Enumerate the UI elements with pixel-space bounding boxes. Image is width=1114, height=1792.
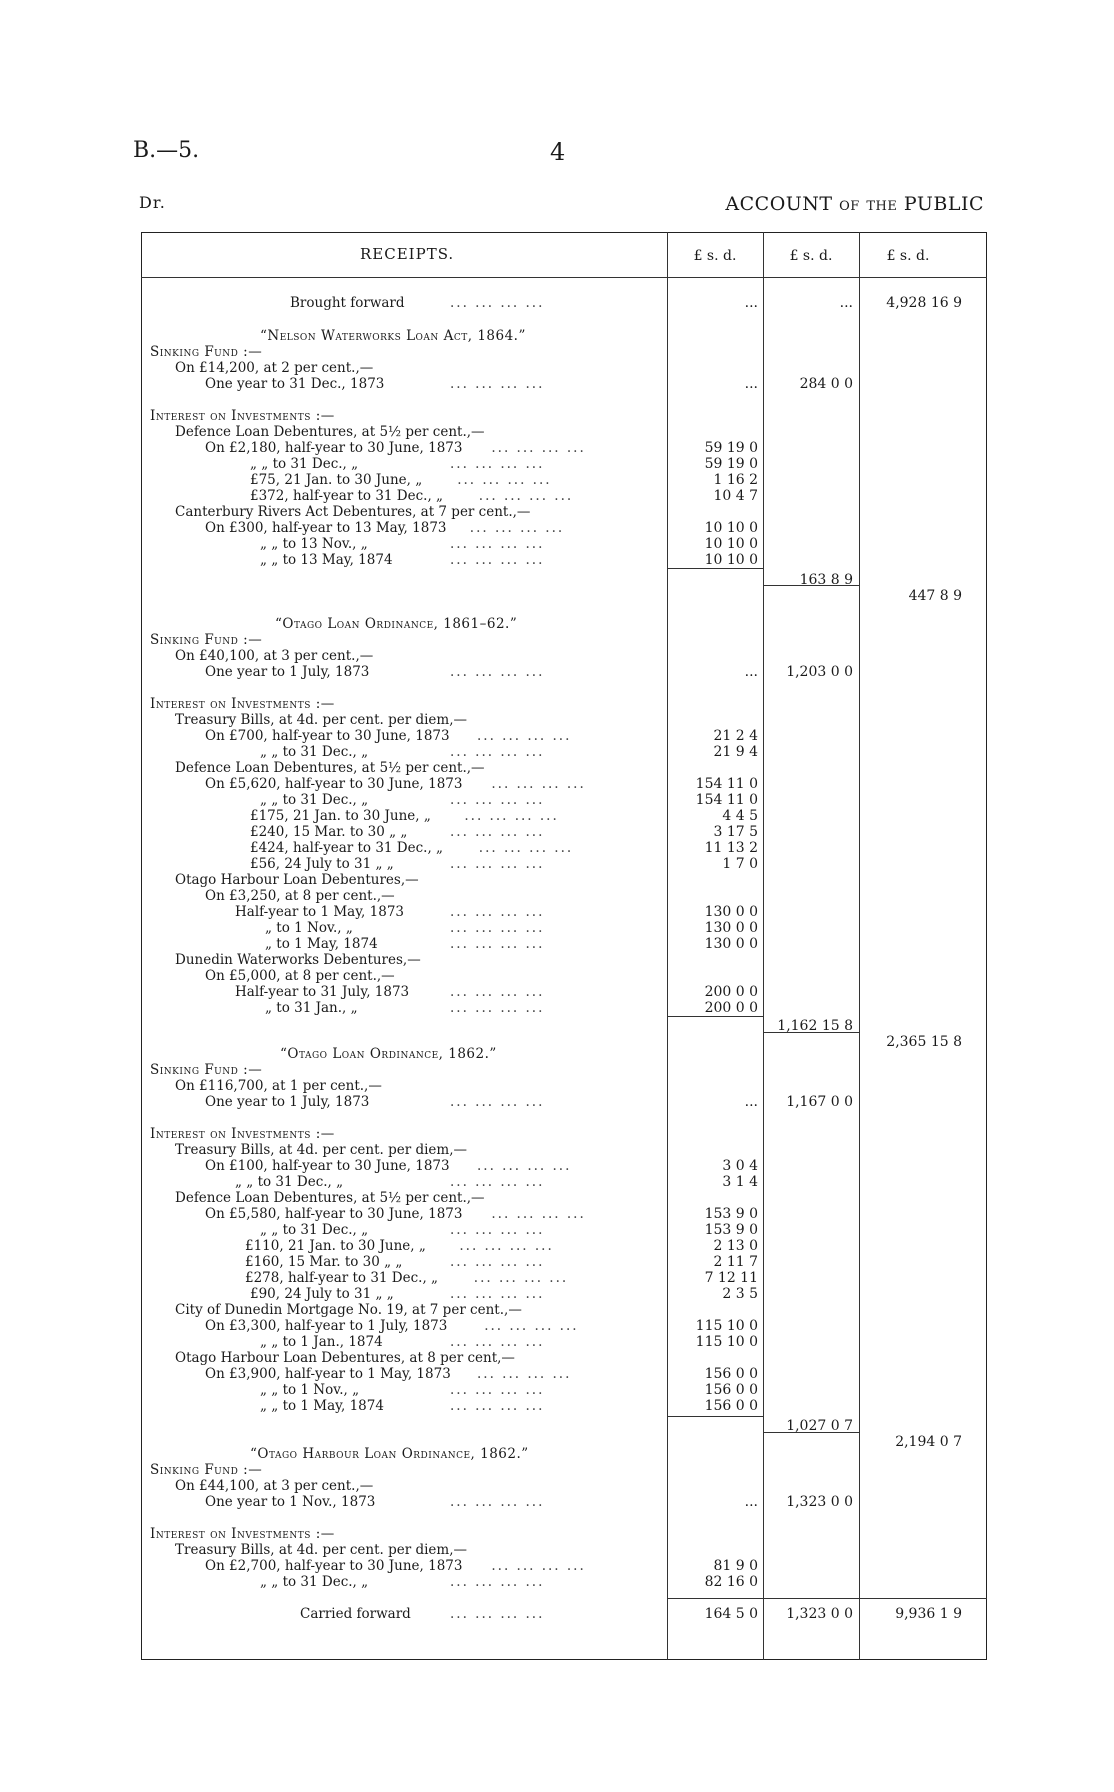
ledger-row-label: On £2,180, half-year to 30 June, 1873: [205, 440, 463, 456]
amount-col-1: 156 0 0: [704, 1366, 758, 1382]
ledger-row: [150, 1126, 980, 1142]
ledger-row-label: „ „ to 31 Dec., „: [235, 1174, 344, 1190]
ledger-row-label: Half-year to 31 July, 1873: [235, 984, 410, 1000]
amount-col-3: 447 8 9: [908, 588, 962, 604]
col-head-subtotals: £ s. d.: [789, 248, 833, 264]
ledger-row-label: On £700, half-year to 30 June, 1873: [205, 728, 450, 744]
amount-col-1: 156 0 0: [704, 1382, 758, 1398]
ledger-row-label: „ „ to 31 Dec., „: [250, 456, 359, 472]
ledger-row: [150, 1270, 980, 1286]
ledger-row-label: On £3,250, at 8 per cent.,—: [205, 888, 395, 904]
ledger-row: [150, 1574, 980, 1590]
amount-col-2: 1,167 0 0: [786, 1094, 853, 1110]
amount-col-1: 115 10 0: [695, 1318, 758, 1334]
ledger-row: [150, 1174, 980, 1190]
ledger-row-label: Sinking Fund :—: [150, 632, 263, 648]
ledger-row-label: £56, 24 July to 31 „ „: [250, 856, 394, 872]
amount-col-1: 3 0 4: [722, 1158, 758, 1174]
amount-col-1: 130 0 0: [704, 920, 758, 936]
leader-dots: ... ... ... ...: [450, 1494, 545, 1510]
document-ref: B.—5.: [133, 138, 200, 163]
ledger-row-label: „ „ to 31 Dec., „: [260, 744, 369, 760]
amount-col-1: ...: [744, 664, 758, 680]
ledger-row-label: Otago Harbour Loan Debentures, at 8 per cent,—: [175, 1350, 515, 1366]
ledger-row: [150, 440, 980, 456]
amount-col-1: 10 4 7: [713, 488, 758, 504]
ledger-row-label: On £14,200, at 2 per cent.,—: [175, 360, 374, 376]
ledger-row-label: „ „ to 1 Jan., 1874: [260, 1334, 383, 1350]
ledger-row-label: “Otago Loan Ordinance, 1861–62.”: [275, 616, 518, 632]
amount-col-1: 7 12 11: [704, 1270, 758, 1286]
ledger-row: [150, 824, 980, 840]
leader-dots: ... ... ... ...: [478, 840, 574, 856]
leader-dots: ... ... ... ...: [450, 856, 545, 872]
amount-col-1: 153 9 0: [704, 1206, 758, 1222]
leader-dots: ... ... ... ...: [450, 1606, 545, 1622]
ledger-row: [150, 1254, 980, 1270]
ledger-row: [150, 1078, 980, 1094]
leader-dots: ... ... ... ...: [450, 984, 545, 1000]
amount-col-1: 10 10 0: [704, 520, 758, 536]
amount-col-1: ...: [744, 376, 758, 392]
ledger-row: [150, 1350, 980, 1366]
ledger-row: [150, 1318, 980, 1334]
amount-col-1: 200 0 0: [704, 984, 758, 1000]
leader-dots: ... ... ... ...: [450, 1574, 545, 1590]
col-head-totals: £ s. d.: [886, 248, 930, 264]
ledger-row-label: On £44,100, at 3 per cent.,—: [175, 1478, 374, 1494]
ledger-row-label: £110, 21 Jan. to 30 June, „: [245, 1238, 426, 1254]
ledger-row-label: “Otago Harbour Loan Ordinance, 1862.”: [250, 1446, 529, 1462]
ledger-row-label: „ „ to 13 May, 1874: [260, 552, 393, 568]
amount-col-1: 4 4 5: [722, 808, 758, 824]
amount-col-1: 200 0 0: [704, 1000, 758, 1016]
ledger-row: [150, 472, 980, 488]
ledger-row: [150, 1222, 980, 1238]
amount-col-1: 2 3 5: [722, 1286, 758, 1302]
ledger-row: [150, 1478, 980, 1494]
ledger-row-label: £240, 15 Mar. to 30 „ „: [250, 824, 408, 840]
ledger-row: [150, 344, 980, 360]
ledger-row: [150, 424, 980, 440]
ledger-row: [150, 968, 980, 984]
ledger-row-label: One year to 1 July, 1873: [205, 1094, 370, 1110]
ledger-row: [150, 696, 980, 712]
ledger-row-label: Canterbury Rivers Act Debentures, at 7 per cent.,—: [175, 504, 531, 520]
leader-dots: ... ... ... ...: [477, 1158, 572, 1174]
amount-col-1: 154 11 0: [695, 776, 758, 792]
ledger-row-label: “Nelson Waterworks Loan Act, 1864.”: [260, 328, 526, 344]
ledger-row: [150, 552, 980, 568]
ledger-row-label: On £5,580, half-year to 30 June, 1873: [205, 1206, 463, 1222]
ledger-row-label: On £3,900, half-year to 1 May, 1873: [205, 1366, 451, 1382]
amount-col-1: 154 11 0: [695, 792, 758, 808]
ledger-row: [150, 1094, 980, 1110]
ledger-row-label: Otago Harbour Loan Debentures,—: [175, 872, 419, 888]
ledger-row: [150, 744, 980, 760]
leader-dots: ... ... ... ...: [450, 376, 545, 392]
ledger-row-label: £372, half-year to 31 Dec., „: [250, 488, 444, 504]
amount-col-1: 130 0 0: [704, 936, 758, 952]
ledger-row: [150, 520, 980, 536]
subtotal-rule: [667, 1416, 763, 1417]
amount-col-1: 115 10 0: [695, 1334, 758, 1350]
amount-col-1: 1 7 0: [722, 856, 758, 872]
ledger-row-label: £160, 15 Mar. to 30 „ „: [245, 1254, 403, 1270]
ledger-row-label: Defence Loan Debentures, at 5½ per cent.,—: [175, 760, 485, 776]
ledger-row: [150, 760, 980, 776]
ledger-row-label: Defence Loan Debentures, at 5½ per cent.,—: [175, 1190, 485, 1206]
ledger-row: [150, 1382, 980, 1398]
ledger-row-label: Interest on Investments :—: [150, 1526, 335, 1542]
ledger-row: [150, 1046, 980, 1062]
ledger-row-label: On £5,000, at 8 per cent.,—: [205, 968, 395, 984]
amount-col-2: 284 0 0: [799, 376, 853, 392]
ledger-row-label: One year to 31 Dec., 1873: [205, 376, 385, 392]
leader-dots: ... ... ... ...: [450, 1334, 545, 1350]
ledger-row-label: „ „ to 31 Dec., „: [260, 792, 369, 808]
ledger-row: [150, 616, 980, 632]
ledger-row-label: „ „ to 31 Dec., „: [260, 1574, 369, 1590]
amount-col-1: 59 19 0: [704, 456, 758, 472]
ledger-row-label: £424, half-year to 31 Dec., „: [250, 840, 444, 856]
subtotal-rule: [667, 1016, 763, 1017]
leader-dots: ... ... ... ...: [450, 1174, 545, 1190]
leader-dots: ... ... ... ...: [491, 1206, 586, 1222]
ledger-row-label: £278, half-year to 31 Dec., „: [245, 1270, 439, 1286]
ledger-row: [150, 1286, 980, 1302]
leader-dots: ... ... ... ...: [450, 824, 545, 840]
ledger-row-label: Treasury Bills, at 4d. per cent. per diem,—: [175, 712, 467, 728]
ledger-row: [150, 588, 980, 604]
amount-col-2: 1,027 0 7: [786, 1418, 853, 1434]
account-title: ACCOUNT of the PUBLIC: [725, 193, 984, 215]
leader-dots: ... ... ... ...: [450, 920, 545, 936]
leader-dots: ... ... ... ...: [450, 1398, 545, 1414]
ledger-row: [150, 1142, 980, 1158]
leader-dots: ... ... ... ...: [450, 1000, 545, 1016]
ledger-row: [150, 1558, 980, 1574]
ledger-row: [150, 984, 980, 1000]
ledger-row: [150, 536, 980, 552]
ledger-row: [150, 1494, 980, 1510]
ledger-row: [150, 792, 980, 808]
ledger-row: [150, 664, 980, 680]
ledger-row: [150, 1206, 980, 1222]
ledger-row-label: „ to 1 Nov., „: [265, 920, 353, 936]
amount-col-1: 130 0 0: [704, 904, 758, 920]
amount-col-1: 11 13 2: [704, 840, 758, 856]
leader-dots: ... ... ... ...: [450, 1286, 545, 1302]
amount-col-1: 81 9 0: [713, 1558, 758, 1574]
amount-col-2: 1,323 0 0: [786, 1606, 853, 1622]
ledger-row: [150, 408, 980, 424]
leader-dots: ... ... ... ...: [478, 488, 574, 504]
header-rule: [141, 277, 987, 278]
leader-dots: ... ... ... ...: [450, 792, 545, 808]
ledger-row: [150, 1606, 980, 1622]
ledger-row: [150, 776, 980, 792]
leader-dots: ... ... ... ...: [450, 1094, 545, 1110]
amount-col-1: 2 11 7: [713, 1254, 758, 1270]
leader-dots: ... ... ... ...: [450, 1222, 545, 1238]
amount-col-1: 2 13 0: [713, 1238, 758, 1254]
ledger-row: [150, 632, 980, 648]
ledger-row: [150, 488, 980, 504]
ledger-row-label: Sinking Fund :—: [150, 344, 263, 360]
ledger-row-label: On £3,300, half-year to 1 July, 1873: [205, 1318, 448, 1334]
ledger-row-label: „ to 1 May, 1874: [265, 936, 378, 952]
amount-col-1: 153 9 0: [704, 1222, 758, 1238]
ledger-row: [150, 1000, 980, 1016]
ledger-row-label: „ „ to 31 Dec., „: [260, 1222, 369, 1238]
carried-forward-rule: [667, 1598, 987, 1599]
leader-dots: ... ... ... ...: [450, 1382, 545, 1398]
ledger-row-label: Interest on Investments :—: [150, 408, 335, 424]
leader-dots: ... ... ... ...: [477, 728, 572, 744]
amount-col-2: 1,323 0 0: [786, 1494, 853, 1510]
ledger-row-label: „ to 31 Jan., „: [265, 1000, 358, 1016]
ledger-row-label: £75, 21 Jan. to 30 June, „: [250, 472, 423, 488]
amount-col-1: 3 1 4: [722, 1174, 758, 1190]
amount-col-1: 21 9 4: [713, 744, 758, 760]
leader-dots: ... ... ... ...: [450, 536, 545, 552]
leader-dots: ... ... ... ...: [477, 1366, 572, 1382]
ledger-row: [150, 648, 980, 664]
amount-col-2: ...: [839, 295, 853, 311]
ledger-row-label: Sinking Fund :—: [150, 1462, 263, 1478]
ledger-row-label: Dunedin Waterworks Debentures,—: [175, 952, 421, 968]
ledger-row: [150, 1158, 980, 1174]
leader-dots: ... ... ... ...: [491, 776, 586, 792]
ledger-row-label: Carried forward: [300, 1606, 411, 1622]
ledger-row: [150, 295, 980, 311]
leader-dots: ... ... ... ...: [450, 456, 545, 472]
subtotal-rule: [667, 568, 763, 569]
leader-dots: ... ... ... ...: [491, 440, 586, 456]
ledger-row-label: Treasury Bills, at 4d. per cent. per diem,—: [175, 1142, 467, 1158]
ledger-row-label: On £100, half-year to 30 June, 1873: [205, 1158, 450, 1174]
amount-col-1: 156 0 0: [704, 1398, 758, 1414]
debit-label: Dr.: [139, 193, 166, 212]
amount-col-2: 1,203 0 0: [786, 664, 853, 680]
leader-dots: ... ... ... ...: [450, 295, 545, 311]
ledger-row-label: One year to 1 Nov., 1873: [205, 1494, 376, 1510]
leader-dots: ... ... ... ...: [469, 520, 565, 536]
leader-dots: ... ... ... ...: [450, 552, 545, 568]
leader-dots: ... ... ... ...: [457, 472, 552, 488]
amount-col-3: 4,928 16 9: [886, 295, 962, 311]
amount-col-1: 10 10 0: [704, 536, 758, 552]
amount-col-1: 3 17 5: [713, 824, 758, 840]
leader-dots: ... ... ... ...: [450, 904, 545, 920]
ledger-row: [150, 888, 980, 904]
ledger-row-label: City of Dunedin Mortgage No. 19, at 7 per cent.,—: [175, 1302, 522, 1318]
ledger-row: [150, 572, 980, 588]
ledger-row: [150, 952, 980, 968]
ledger-row-label: Defence Loan Debentures, at 5½ per cent.,—: [175, 424, 485, 440]
ledger-row: [150, 456, 980, 472]
ledger-row: [150, 1446, 980, 1462]
leader-dots: ... ... ... ...: [450, 1254, 545, 1270]
ledger-row: [150, 504, 980, 520]
ledger-row: [150, 936, 980, 952]
amount-col-1: ...: [744, 1494, 758, 1510]
ledger-row: [150, 1366, 980, 1382]
ledger-row-label: Half-year to 1 May, 1873: [235, 904, 404, 920]
amount-col-1: 21 2 4: [713, 728, 758, 744]
amount-col-3: 2,365 15 8: [886, 1034, 962, 1050]
ledger-row-label: Interest on Investments :—: [150, 1126, 335, 1142]
ledger-row-label: One year to 1 July, 1873: [205, 664, 370, 680]
ledger-row-label: „ „ to 1 Nov., „: [260, 1382, 360, 1398]
amount-col-1: 164 5 0: [704, 1606, 758, 1622]
amount-col-1: ...: [744, 1094, 758, 1110]
amount-col-3: 9,936 1 9: [895, 1606, 962, 1622]
ledger-row: [150, 712, 980, 728]
ledger-row: [150, 1418, 980, 1434]
amount-col-1: 82 16 0: [704, 1574, 758, 1590]
ledger-row: [150, 856, 980, 872]
ledger-row: [150, 808, 980, 824]
ledger-row-label: „ „ to 1 May, 1874: [260, 1398, 384, 1414]
ledger-row: [150, 1190, 980, 1206]
ledger-row: [150, 920, 980, 936]
ledger-row: [150, 1238, 980, 1254]
ledger-row-label: Treasury Bills, at 4d. per cent. per diem,—: [175, 1542, 467, 1558]
ledger-row: [150, 1302, 980, 1318]
ledger-row: [150, 1398, 980, 1414]
ledger-row: [150, 728, 980, 744]
ledger-row-label: “Otago Loan Ordinance, 1862.”: [280, 1046, 497, 1062]
ledger-row-label: £90, 24 July to 31 „ „: [250, 1286, 394, 1302]
col-head-items: £ s. d.: [693, 248, 737, 264]
ledger-row-label: On £116,700, at 1 per cent.,—: [175, 1078, 382, 1094]
ledger-row: [150, 1542, 980, 1558]
leader-dots: ... ... ... ...: [473, 1270, 569, 1286]
ledger-row-label: On £300, half-year to 13 May, 1873: [205, 520, 447, 536]
ledger-row-label: On £40,100, at 3 per cent.,—: [175, 648, 374, 664]
ledger-row-label: On £5,620, half-year to 30 June, 1873: [205, 776, 463, 792]
leader-dots: ... ... ... ...: [464, 808, 559, 824]
ledger-row: [150, 360, 980, 376]
leader-dots: ... ... ... ...: [450, 936, 545, 952]
leader-dots: ... ... ... ...: [491, 1558, 586, 1574]
ledger-row-label: £175, 21 Jan. to 30 June, „: [250, 808, 431, 824]
amount-col-2: 163 8 9: [799, 572, 853, 588]
amount-col-1: 1 16 2: [713, 472, 758, 488]
ledger-row-label: Interest on Investments :—: [150, 696, 335, 712]
amount-col-2: 1,162 15 8: [777, 1018, 853, 1034]
ledger-row: [150, 904, 980, 920]
ledger-row-label: Brought forward: [290, 295, 405, 311]
amount-col-1: 59 19 0: [704, 440, 758, 456]
page-number: 4: [550, 138, 566, 166]
ledger-row-label: „ „ to 13 Nov., „: [260, 536, 368, 552]
amount-col-3: 2,194 0 7: [895, 1434, 962, 1450]
ledger-row: [150, 1062, 980, 1078]
receipts-heading: RECEIPTS.: [360, 245, 455, 263]
ledger-row: [150, 376, 980, 392]
leader-dots: ... ... ... ...: [484, 1318, 579, 1334]
ledger-row: [150, 1462, 980, 1478]
ledger-row: [150, 872, 980, 888]
ledger-row: [150, 840, 980, 856]
ledger-row-label: Sinking Fund :—: [150, 1062, 263, 1078]
leader-dots: ... ... ... ...: [450, 664, 545, 680]
amount-col-1: ...: [744, 295, 758, 311]
amount-col-1: 10 10 0: [704, 552, 758, 568]
ledger-row: [150, 1334, 980, 1350]
ledger-row: [150, 1018, 980, 1034]
ledger-row: [150, 1526, 980, 1542]
leader-dots: ... ... ... ...: [450, 744, 545, 760]
leader-dots: ... ... ... ...: [459, 1238, 554, 1254]
ledger-row-label: On £2,700, half-year to 30 June, 1873: [205, 1558, 463, 1574]
ledger-row: [150, 328, 980, 344]
